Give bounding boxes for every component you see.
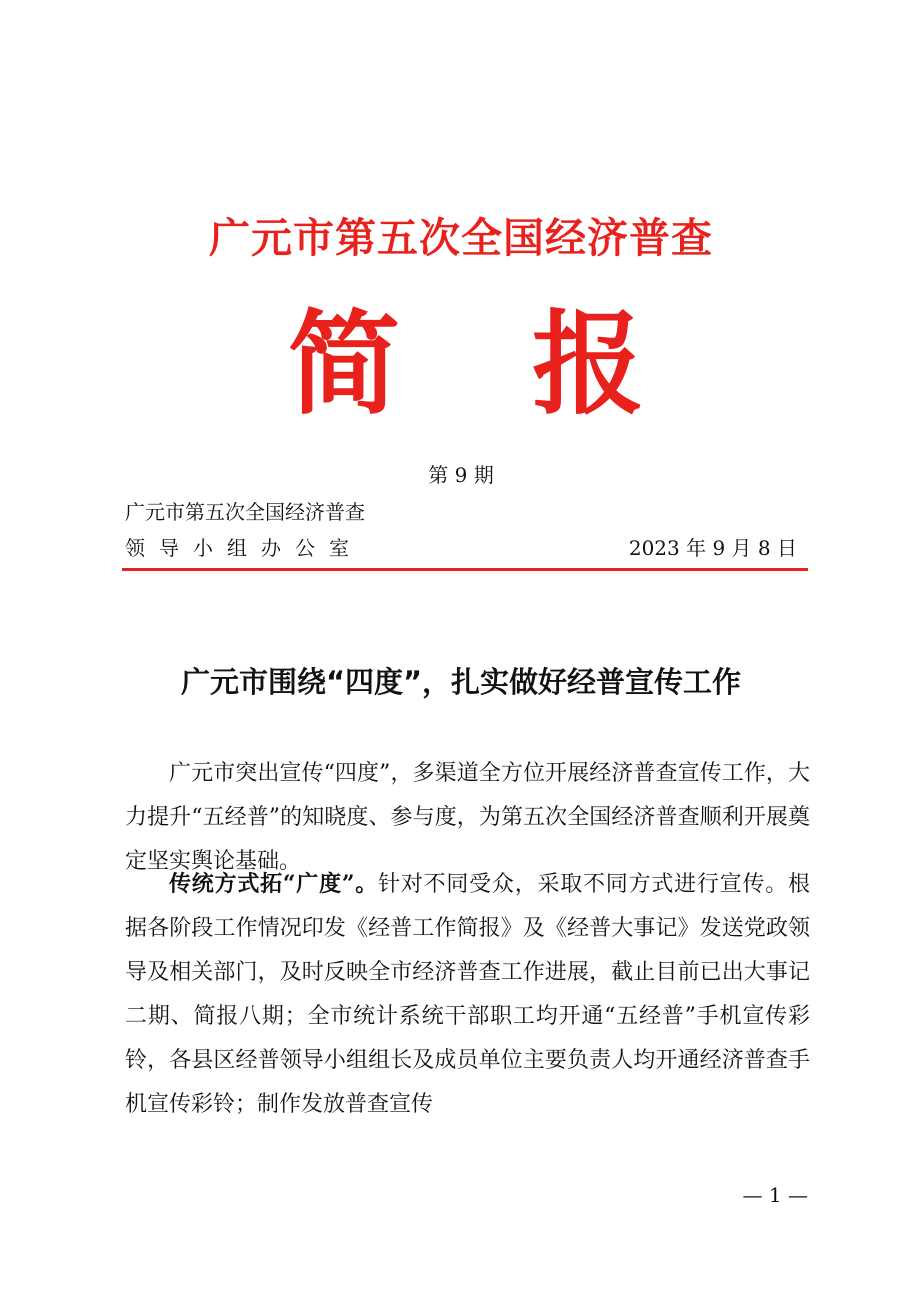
issue-number: 第 9 期 xyxy=(428,463,494,487)
paragraph-2 xyxy=(125,862,810,1127)
issue-date: 2023 年 9 月 8 日 xyxy=(628,536,797,560)
article-title: 广元市围绕“四度”，扎实做好经普宣传工作 xyxy=(180,665,742,699)
issuer-line1: 广元市第五次全国经济普查 xyxy=(125,500,365,524)
paragraph-1: 广元市突出宣传“四度”，多渠道全方位开展经济普查宣传工作，大力提升“五经普”的知晓度、参与度，为第五次全国经济普查顺利开展奠定坚实舆论基础。 xyxy=(125,761,810,874)
paragraph-2-lead: 传统方式拓“广度”。 xyxy=(169,871,379,897)
masthead-title: 广元市第五次全国经济普查 xyxy=(209,214,713,262)
masthead-jian: 简 xyxy=(288,300,400,430)
issuer-line2: 领导小组办公室 xyxy=(125,536,363,560)
masthead-bao: 报 xyxy=(532,300,644,430)
page-number: — 1 — xyxy=(742,1183,808,1207)
paragraph-2-body: 针对不同受众，采取不同方式进行宣传。根据各阶段工作情况印发《经普工作简报》及《经普大事记》发送党政领导及相关部门，及时反映全市经济普查工作进展，截止目前已出大事记二期、简报八期；全市统计系统干部职工均开通“五经普”手机宣传彩铃，各县区经普领导小组组长及成员单位主要负责人均开通经济普查手机宣传彩铃；制作发放普查宣传 xyxy=(125,872,810,1117)
red-divider xyxy=(122,568,808,571)
